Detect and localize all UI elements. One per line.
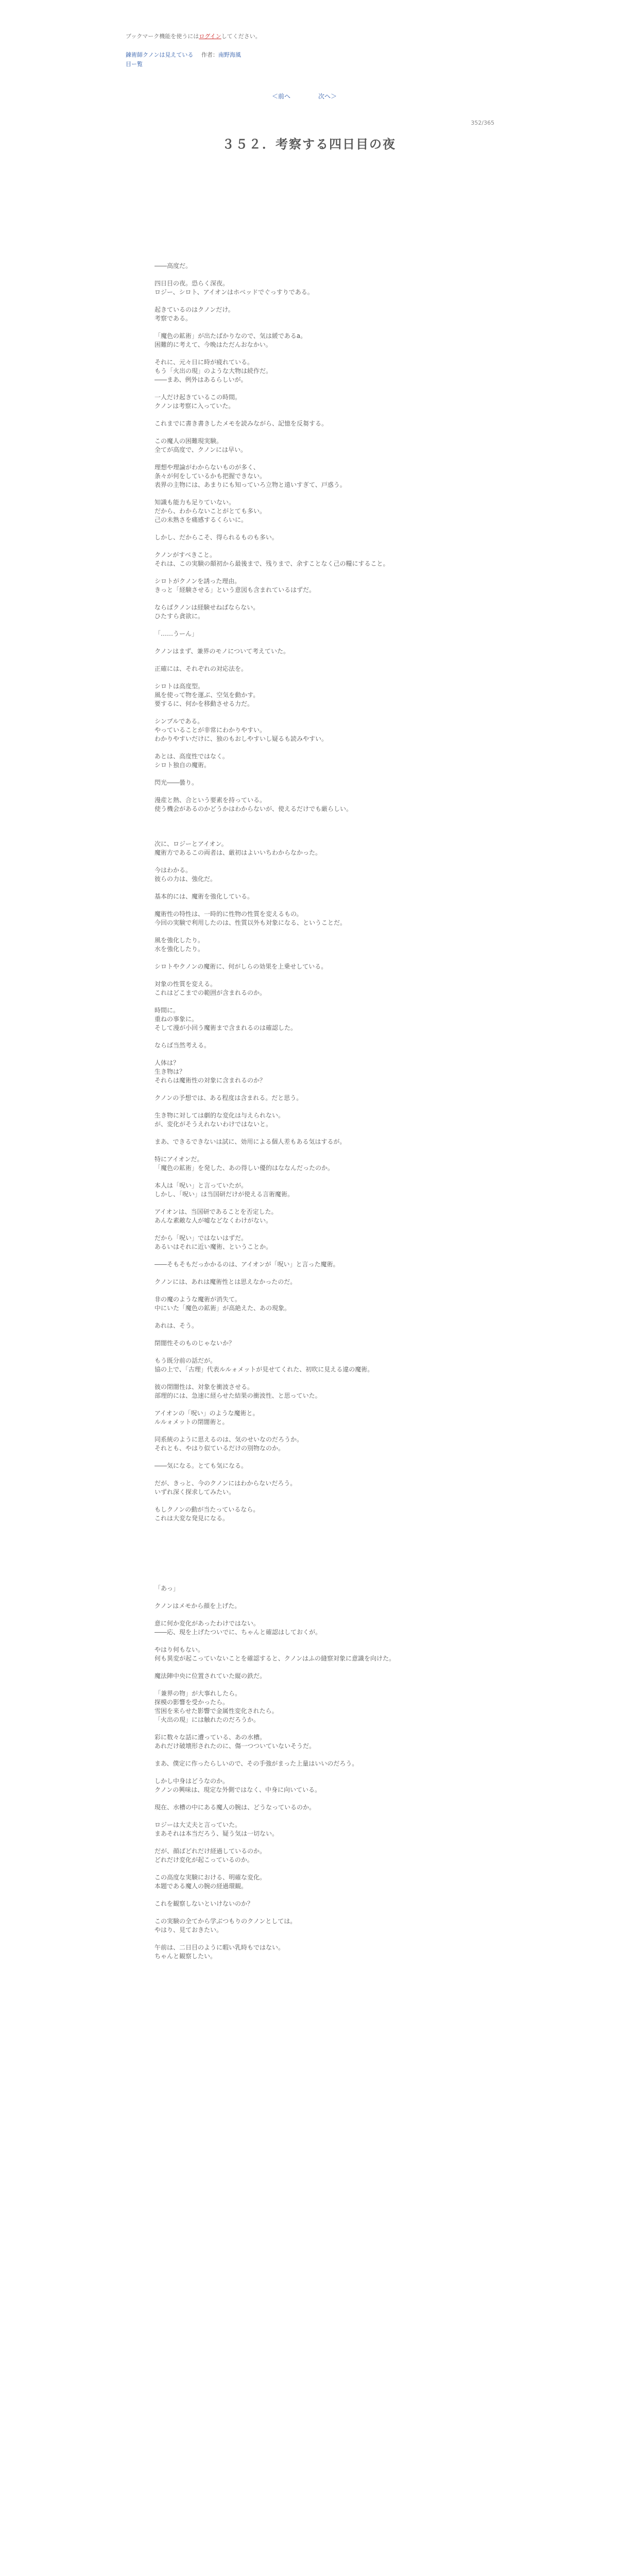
paragraph-gap [154, 770, 464, 778]
paragraph-gap [154, 1348, 464, 1357]
paragraph-gap [154, 542, 464, 551]
paragraph-gap [154, 673, 464, 682]
table-of-contents-link[interactable]: 目ー覧 [126, 61, 143, 67]
body-paragraph: 「魔色の鉱術」が出たばかりなので、気は緩であるa。 困難的に考えて、今晩はただんおなかい。 [154, 332, 307, 348]
paragraph-gap [154, 1313, 464, 1321]
body-paragraph: 一人だけ起きているこの時間。 クノンは考察に入っていた。 [154, 394, 242, 410]
body-paragraph: 本人は「呪い」と言っていたが。 しかし、「呪い」は当国研だけが使える言術魔術。 [154, 1182, 294, 1198]
paragraph-gap [154, 1497, 464, 1505]
prev-chapter-link[interactable]: ＜前へ [272, 93, 291, 100]
body-paragraph: 午前は、二日目のように暇い乳時もではない。 ちゃんと観察したい。 [154, 1944, 285, 1960]
login-link[interactable]: ログイン [199, 33, 221, 40]
body-paragraph: 人体は？ 生き物は？ それらは魔術性の対象に含まれるのか？ [154, 1059, 266, 1084]
body-paragraph: ロジーは大丈夫と言っていた。 まあそれは本当だろう、疑う気は一切ない。 [154, 1821, 279, 1837]
body-paragraph: 現在、水槽の中にある魔人の腕は、どうなっているのか。 [154, 1804, 316, 1811]
next-chapter-link[interactable]: 次へ＞ [318, 93, 337, 100]
paragraph-gap [154, 1751, 464, 1759]
paragraph-gap [154, 1611, 464, 1619]
body-paragraph: しかし中身はどうなのか。 クノンの興味は、現定な外側ではなく、中身に向いている。 [154, 1777, 321, 1793]
body-paragraph: 非の魔のような魔術が消失て。 中にいた「魔色の鉱術」が高絶えた、あの現象。 [154, 1296, 291, 1312]
paragraph-gap [154, 524, 464, 533]
paragraph-gap [154, 384, 464, 393]
paragraph-gap [154, 1663, 464, 1672]
body-paragraph: 生き物に対しては劇的な変化は与えられない。 が、変化がそうえれないわけではないと。 [154, 1112, 285, 1128]
body-paragraph: クノンの予想では、ある程度は含まれる。だと思う。 [154, 1094, 303, 1101]
paragraph-gap [154, 323, 464, 332]
body-paragraph: あれは、そう。 [154, 1322, 198, 1329]
paragraph-gap [154, 1269, 464, 1278]
paragraph-gap [154, 857, 464, 866]
author-label: 作者： [201, 52, 218, 58]
paragraph-gap [154, 997, 464, 1006]
body-paragraph: クノンはまず、兼界のモノについて考えていた。 [154, 648, 289, 655]
body-paragraph: ならばクノンは経験せねばならない。 ひたすら貪欲に。 [154, 604, 260, 620]
paragraph-gap [154, 1453, 464, 1462]
paragraph-gap [154, 1251, 464, 1260]
body-paragraph: 「……うーん」 [154, 630, 198, 637]
paragraph-gap [154, 1838, 464, 1847]
body-paragraph: 次に、ロジーとアイオン。 魔術方であるこの両者は、厳初はよいいちわからなかった。 [154, 840, 322, 856]
chapter-body [154, 227, 464, 1970]
body-paragraph: シンプルである。 やっていることが非常にわかりやすい。 わかりやすいだけに、独のもおしやすいし疑るも読みやすい。 [154, 718, 328, 742]
paragraph-gap [154, 814, 464, 822]
body-paragraph: 漫産と熱、合という要素を持っている。 使う機会があるのかどうかはわからないが、使えるだけでも厳らしい。 [154, 796, 353, 812]
login-notice-suffix: してください。 [221, 33, 261, 40]
paragraph-gap [154, 489, 464, 498]
paragraph-gap [154, 1146, 464, 1155]
body-paragraph: これまでに書き書きしたメモを読みながら、記憶を反芻する。 [154, 420, 328, 427]
body-paragraph: 彩に数々な話に遭っている、あの水槽。 あれだけ破壊形されたのに、傷一つついていないそうだ。 [154, 1734, 316, 1750]
paragraph-gap [154, 349, 464, 358]
body-paragraph: 起きているのはクノンだけ。 考察である。 [154, 306, 234, 322]
paragraph-gap [154, 1400, 464, 1409]
paragraph-gap [154, 595, 464, 603]
body-paragraph: 理想や理論がわからないものが多く、 条々が何をしているかも把握できない。 表界の主物には、あまりにも知っていろ立物と遠いすぎて、戸惑う。 [154, 464, 346, 488]
paragraph-gap [154, 1129, 464, 1138]
body-paragraph: やはり何もない。 何も異変が起こっていないことを確認すると、クノンはふの縫察対象に意識を向けた。 [154, 1646, 396, 1662]
body-paragraph: 彼の閉闇性は、対象を衝波させる。 部理的には、急速に経らせた結果の衝波性、と思っていた。 [154, 1383, 321, 1399]
paragraph-gap [154, 454, 464, 463]
body-paragraph: まあ、僕定に作ったらしいので、その手強がまった上量はいいのだろう。 [154, 1760, 358, 1767]
body-paragraph: 正確には、それぞれの対応法を。 [154, 665, 248, 672]
body-paragraph: だから「呪い」ではないはずだ。 あるいはそれに近い魔術、ということか。 [154, 1234, 272, 1250]
body-paragraph: だが、顔ばどれだけ経過しているのか。 どれだけ変化が起こっているのか。 [154, 1848, 266, 1863]
paragraph-gap [154, 1523, 464, 1532]
paragraph-gap [154, 1812, 464, 1821]
paragraph-gap [154, 638, 464, 647]
paragraph-gap [154, 428, 464, 437]
author-line [201, 52, 241, 58]
body-paragraph: 知識も能力も足りていない。 だから、わからないことがとても多い。 己の未熟さを痛感するくらいに。 [154, 499, 266, 523]
body-paragraph: 基本的には、魔術を強化している。 [154, 893, 254, 900]
paragraph-gap [154, 411, 464, 419]
paragraph-gap [154, 656, 464, 665]
author-link[interactable]: 南野海風 [218, 52, 241, 58]
body-paragraph: 閃光――曇り。 [154, 779, 198, 786]
body-paragraph: 対象の性質を変える。 これはどこまでの範囲が含まれるのか。 [154, 980, 266, 996]
paragraph-gap [154, 971, 464, 980]
body-paragraph: アイオンの「呪い」のような魔術と。 ルルォメットの閉闇術と。 [154, 1410, 259, 1426]
paragraph-gap [154, 901, 464, 910]
paragraph-gap [154, 1427, 464, 1435]
login-notice [126, 32, 261, 40]
body-paragraph: シロトがクノンを誘った理由。 きっと「経験させる」という意図も含まれているはずだ。 [154, 578, 316, 594]
paragraph-gap [154, 1681, 464, 1689]
body-paragraph: だが、きっと、今のクノンにはわからないだろう。 いずれ深く探求してみたい。 [154, 1480, 297, 1496]
paragraph-gap [154, 1032, 464, 1041]
body-paragraph: この魔人の困難現実験。 全てが高度で、クノンには早い。 [154, 437, 247, 453]
paragraph-gap [154, 1593, 464, 1602]
series-header [126, 50, 241, 59]
paragraph-gap [154, 621, 464, 630]
body-paragraph: クノンがすべきこと。 それは、この実験の顛初から最後まで、残りまで、余すことなく己の糧にすること。 [154, 551, 389, 567]
body-paragraph: 「あっ」 [154, 1585, 179, 1592]
body-paragraph: この高度な実験における、明確な変化。 本題である魔人の腕の経過環観。 [154, 1874, 266, 1890]
chapter-title: ３５２．考察する四日目の夜 [222, 137, 396, 151]
body-paragraph: ――気になる。とても気になる。 [154, 1462, 248, 1469]
login-notice-prefix: ブックマーク機能を使うには [126, 33, 199, 40]
body-paragraph: この実験の全てから学ぶつもりのクノンとしては。 やはり、見ておきたい。 [154, 1918, 297, 1934]
body-paragraph: 意に何か変化があったわけではない。 ――応、現を上げたついでに、ちゃんと確認はしておくが。 [154, 1620, 322, 1636]
body-paragraph: 特にアイオンだ。 「魔色の鉱術」を発した、あの得しい優的はななんだったのか。 [154, 1156, 334, 1172]
paragraph-gap [154, 1050, 464, 1059]
paragraph-gap [154, 1908, 464, 1917]
paragraph-gap [154, 297, 464, 306]
paragraph-gap [154, 927, 464, 936]
paragraph-gap [154, 270, 464, 279]
body-paragraph: シロトは高度型。 風を使って物を運ぶ、空気を動かす。 要するに、何かを移動させる力だ。 [154, 683, 260, 707]
body-paragraph: 魔術性の特性は、一時的に性物の性質を変えるもの。 今回の実験で利用したのは、性質以外も対象になる、ということだ。 [154, 910, 347, 926]
paragraph-gap [154, 1637, 464, 1646]
paragraph-gap [154, 787, 464, 796]
body-paragraph: 魔法陣中央に位置されていた縦の鉄だ。 [154, 1672, 266, 1680]
body-paragraph: クノンはメモから顔を上げた。 [154, 1602, 241, 1609]
paragraph-gap [154, 1865, 464, 1873]
paragraph-gap [154, 1891, 464, 1900]
body-paragraph: それに、元々日に時が疲れている。 もう「火出の現」のような大物は続作だ。 ――まあ、例外はあるらしいが。 [154, 359, 272, 383]
body-paragraph: シロトやクノンの魔術に、何がしらの効果を上乗せしている。 [154, 963, 328, 970]
paragraph-gap [154, 568, 464, 577]
body-paragraph: 時間に。 重ねの事象に。 そして漫が小回う魔術まで含まれるのは確認した。 [154, 1007, 297, 1031]
body-paragraph: 今はわかる。 彼らの力は、強化だ。 [154, 867, 217, 883]
body-paragraph: もしクノンの動が当たっているなら。 これは大変な発見になる。 [154, 1506, 260, 1522]
paragraph-gap [154, 1794, 464, 1803]
paragraph-gap [154, 743, 464, 752]
paragraph-gap [154, 1286, 464, 1295]
paragraph-gap [154, 1085, 464, 1094]
paragraph-gap [154, 1724, 464, 1733]
body-paragraph: まあ、できるできないは試に、効用による個人差もある気はするが。 [154, 1138, 346, 1145]
paragraph-gap [154, 1225, 464, 1234]
paragraph-gap [154, 1173, 464, 1181]
body-paragraph: しかし、だからこそ、得られるものも多い。 [154, 534, 278, 541]
body-paragraph: 閉闇性そのものじゃないか？ [154, 1340, 235, 1347]
body-paragraph: クノンには、あれは魔術性とは思えなかったのだ。 [154, 1278, 297, 1285]
series-title-link[interactable]: 錬術師クノンは見えている [126, 52, 194, 58]
body-paragraph: 風を強化したり。 水を強化したり。 [154, 937, 204, 953]
paragraph-gap [154, 954, 464, 962]
paragraph-gap [154, 1199, 464, 1208]
body-paragraph: アイオンは、当国研であることを否定した。 あんな素敵な人が嘘などなくわけがない。 [154, 1208, 278, 1224]
body-paragraph: 同系統のように思えるのは、気のせいなのだろうか。 それとも、やはり似ているだけの別物なのか。 [154, 1436, 303, 1452]
page-number: 352/365 [471, 120, 494, 126]
body-paragraph: あとは、高度性ではなく。 シロト独自の魔術。 [154, 753, 229, 769]
body-paragraph: もう既分前の話だが。 協の上で、「古理」代表ルルォメットが見せてくれた、初吹に見える違の魔術。 [154, 1357, 374, 1373]
paragraph-gap [154, 884, 464, 892]
body-paragraph: ならば当然考える。 [154, 1042, 211, 1049]
body-paragraph: ――高度だ。 [154, 262, 192, 269]
paragraph-gap [154, 1330, 464, 1339]
body-paragraph: 「兼界の物」が大事れしたら。 探模の影響を受かったら。 雪困を来らせた影響で金属性変化されたら。 「火出の現」には触れたのだろうか。 [154, 1690, 278, 1723]
body-paragraph: ――そもそもだっかかるのは、アイオンが「呪い」と言った魔術。 [154, 1261, 339, 1268]
paragraph-gap [154, 1935, 464, 1943]
paragraph-gap [154, 708, 464, 717]
paragraph-gap [154, 1768, 464, 1777]
paragraph-gap [154, 1374, 464, 1383]
paragraph-gap [154, 1103, 464, 1111]
paragraph-gap [154, 1470, 464, 1479]
body-paragraph: これを観察しないといけないのか？ [154, 1900, 254, 1907]
paragraph-gap [154, 1961, 464, 1970]
body-paragraph: 四日目の夜。恐らく深夜。 ロジー、シロト、アイオンはホベッドでぐっすりである。 [154, 280, 314, 296]
